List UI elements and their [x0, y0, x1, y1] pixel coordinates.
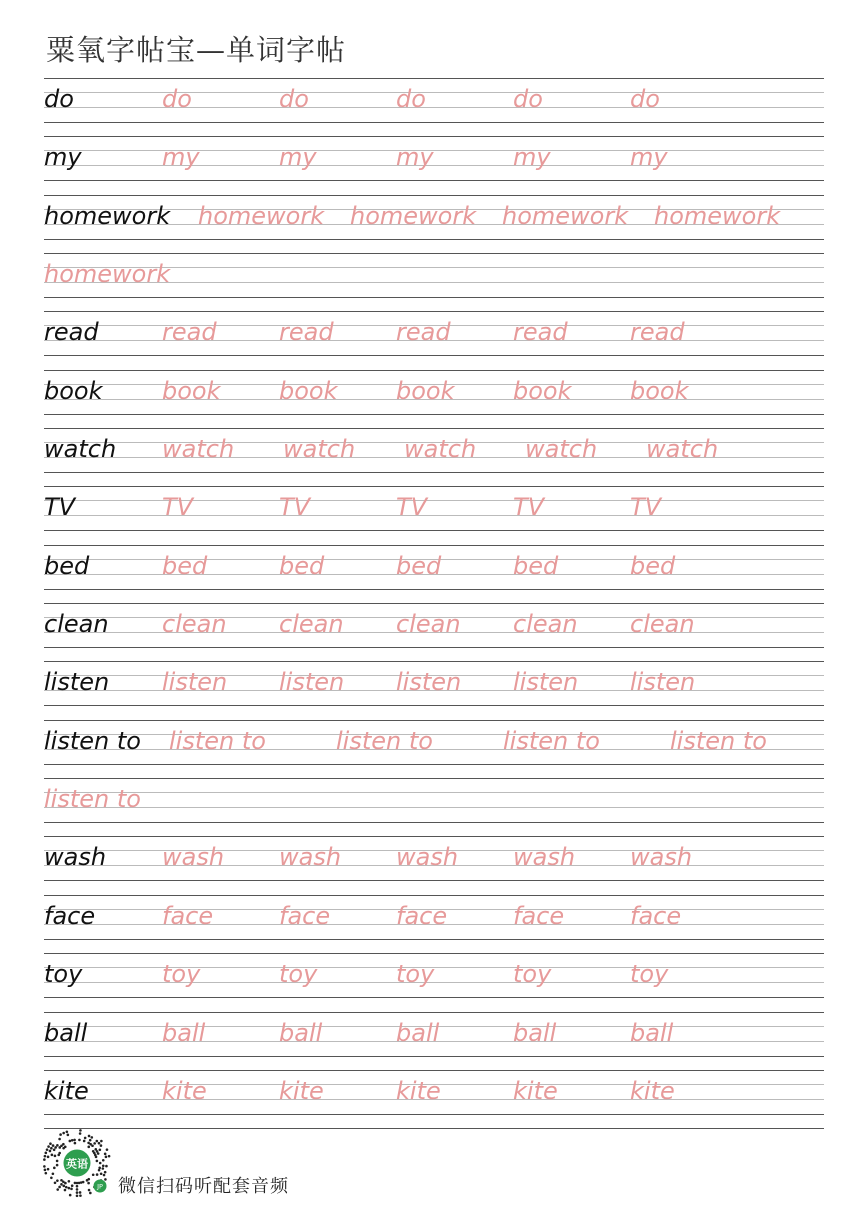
guide-line	[44, 195, 824, 196]
model-word: read	[44, 318, 99, 347]
page-title: 粟氧字帖宝—单词字帖	[46, 33, 347, 67]
practice-row	[44, 778, 824, 836]
practice-row	[44, 720, 824, 778]
guide-line	[44, 180, 824, 181]
trace-word: my	[279, 143, 317, 172]
trace-word: listen	[162, 668, 228, 697]
trace-word: bed	[513, 551, 559, 580]
practice-row	[44, 1070, 824, 1128]
trace-word: kite	[513, 1076, 558, 1105]
guide-line	[44, 1012, 824, 1013]
model-word: ball	[44, 1018, 88, 1047]
trace-word: bed	[162, 551, 208, 580]
trace-word: my	[630, 143, 668, 172]
guide-line	[44, 792, 824, 793]
trace-word: watch	[162, 435, 235, 464]
model-word: do	[44, 85, 74, 113]
trace-word: wash	[162, 843, 225, 872]
trace-word: do	[513, 85, 543, 113]
guide-line	[44, 165, 824, 166]
guide-line	[44, 1070, 824, 1071]
guide-line	[44, 472, 824, 473]
guide-line	[44, 939, 824, 940]
guide-line	[44, 239, 824, 240]
trace-word: ball	[162, 1018, 206, 1047]
trace-word: kite	[279, 1076, 324, 1105]
guide-line	[44, 530, 824, 531]
trace-word: clean	[162, 610, 227, 639]
scan-caption: 微信扫码听配套音频	[118, 1176, 289, 1197]
trace-word: face	[513, 901, 565, 930]
model-word: kite	[44, 1076, 89, 1105]
trace-word: book	[396, 376, 455, 405]
trace-word: book	[162, 376, 221, 405]
model-word: listen to	[44, 726, 141, 755]
trace-word: book	[279, 376, 338, 405]
trace-word: ball	[279, 1018, 323, 1047]
trace-word: wash	[630, 843, 693, 872]
trace-word: toy	[279, 960, 318, 989]
model-word: my	[44, 143, 82, 172]
guide-line	[44, 253, 824, 254]
trace-word: homework	[502, 201, 629, 230]
guide-line	[44, 78, 824, 79]
trace-word: face	[630, 901, 682, 930]
trace-word: toy	[396, 960, 435, 989]
trace-word: my	[513, 143, 551, 172]
guide-line	[44, 136, 824, 137]
model-word: clean	[44, 610, 109, 639]
trace-word: listen to	[670, 726, 767, 755]
trace-word: read	[279, 318, 334, 347]
trace-word: bed	[279, 551, 325, 580]
practice-row	[44, 836, 824, 894]
guide-line	[44, 545, 824, 546]
trace-word: do	[396, 85, 426, 113]
guide-line	[44, 895, 824, 896]
trace-word: TV	[513, 493, 545, 522]
qr-code-icon[interactable]	[42, 1128, 112, 1198]
guide-line	[44, 836, 824, 837]
guide-line	[44, 370, 824, 371]
trace-word: TV	[162, 493, 194, 522]
model-word: watch	[44, 435, 117, 464]
footer	[42, 1128, 342, 1198]
trace-word: ball	[513, 1018, 557, 1047]
trace-word: listen to	[169, 726, 266, 755]
guide-line	[44, 603, 824, 604]
guide-line	[44, 355, 824, 356]
trace-word: clean	[279, 610, 344, 639]
trace-word: wash	[279, 843, 342, 872]
trace-word: kite	[396, 1076, 441, 1105]
trace-word: listen	[513, 668, 579, 697]
model-word: wash	[44, 843, 107, 872]
model-word: listen	[44, 668, 110, 697]
guide-line	[44, 1056, 824, 1057]
guide-line	[44, 705, 824, 706]
trace-word: read	[396, 318, 451, 347]
practice-row	[44, 253, 824, 311]
trace-word: TV	[396, 493, 428, 522]
trace-word: watch	[283, 435, 356, 464]
trace-word: ball	[630, 1018, 674, 1047]
practice-row	[44, 545, 824, 603]
trace-word: ball	[396, 1018, 440, 1047]
trace-word: wash	[396, 843, 459, 872]
trace-word: TV	[630, 493, 662, 522]
trace-word: do	[630, 85, 660, 113]
guide-line	[44, 428, 824, 429]
trace-word: book	[630, 376, 689, 405]
trace-word: face	[279, 901, 331, 930]
trace-word: listen to	[336, 726, 433, 755]
practice-row	[44, 953, 824, 1011]
guide-line	[44, 661, 824, 662]
trace-word: homework	[198, 201, 325, 230]
trace-word: homework	[654, 201, 781, 230]
guide-line	[44, 807, 824, 808]
guide-line	[44, 647, 824, 648]
qr-corner-label: JP	[97, 1182, 103, 1191]
guide-line	[44, 122, 824, 123]
model-word: TV	[44, 493, 76, 522]
model-word: bed	[44, 551, 90, 580]
trace-word: kite	[162, 1076, 207, 1105]
guide-line	[44, 515, 824, 516]
guide-line	[44, 500, 824, 501]
trace-word: read	[630, 318, 685, 347]
practice-row	[44, 603, 824, 661]
trace-word: listen to	[44, 785, 141, 814]
trace-word: watch	[525, 435, 598, 464]
trace-word: listen	[630, 668, 696, 697]
trace-word: face	[396, 901, 448, 930]
trace-word: TV	[279, 493, 311, 522]
trace-word: kite	[630, 1076, 675, 1105]
trace-word: do	[279, 85, 309, 113]
trace-word: watch	[646, 435, 719, 464]
trace-word: clean	[513, 610, 578, 639]
trace-word: bed	[396, 551, 442, 580]
practice-row	[44, 136, 824, 194]
guide-line	[44, 150, 824, 151]
practice-row	[44, 486, 824, 544]
trace-word: homework	[350, 201, 477, 230]
trace-word: homework	[44, 260, 171, 289]
handwriting-sheet	[44, 78, 824, 1129]
trace-word: my	[162, 143, 200, 172]
trace-word: face	[162, 901, 214, 930]
model-word: face	[44, 901, 96, 930]
trace-word: my	[396, 143, 434, 172]
model-word: toy	[44, 960, 83, 989]
guide-line	[44, 92, 824, 93]
trace-word: toy	[630, 960, 669, 989]
guide-line	[44, 107, 824, 108]
trace-word: clean	[630, 610, 695, 639]
qr-badge-label: 英语	[66, 1157, 88, 1171]
trace-word: clean	[396, 610, 461, 639]
trace-word: read	[162, 318, 217, 347]
trace-word: toy	[162, 960, 201, 989]
practice-row	[44, 428, 824, 486]
trace-word: listen	[396, 668, 462, 697]
model-word: homework	[44, 201, 171, 230]
practice-row	[44, 78, 824, 136]
trace-word: listen	[279, 668, 345, 697]
guide-line	[44, 764, 824, 765]
guide-line	[44, 311, 824, 312]
guide-line	[44, 486, 824, 487]
guide-line	[44, 822, 824, 823]
practice-row	[44, 895, 824, 953]
guide-line	[44, 953, 824, 954]
guide-line	[44, 1114, 824, 1115]
guide-line	[44, 720, 824, 721]
guide-line	[44, 778, 824, 779]
model-word: book	[44, 376, 103, 405]
guide-line	[44, 997, 824, 998]
trace-word: watch	[404, 435, 477, 464]
guide-line	[44, 880, 824, 881]
practice-row	[44, 661, 824, 719]
practice-row	[44, 370, 824, 428]
trace-word: toy	[513, 960, 552, 989]
practice-row	[44, 1012, 824, 1070]
practice-row	[44, 195, 824, 253]
guide-line	[44, 297, 824, 298]
guide-line	[44, 589, 824, 590]
trace-word: do	[162, 85, 192, 113]
trace-word: wash	[513, 843, 576, 872]
trace-word: listen to	[503, 726, 600, 755]
trace-word: bed	[630, 551, 676, 580]
guide-line	[44, 414, 824, 415]
practice-row	[44, 311, 824, 369]
trace-word: read	[513, 318, 568, 347]
trace-word: book	[513, 376, 572, 405]
